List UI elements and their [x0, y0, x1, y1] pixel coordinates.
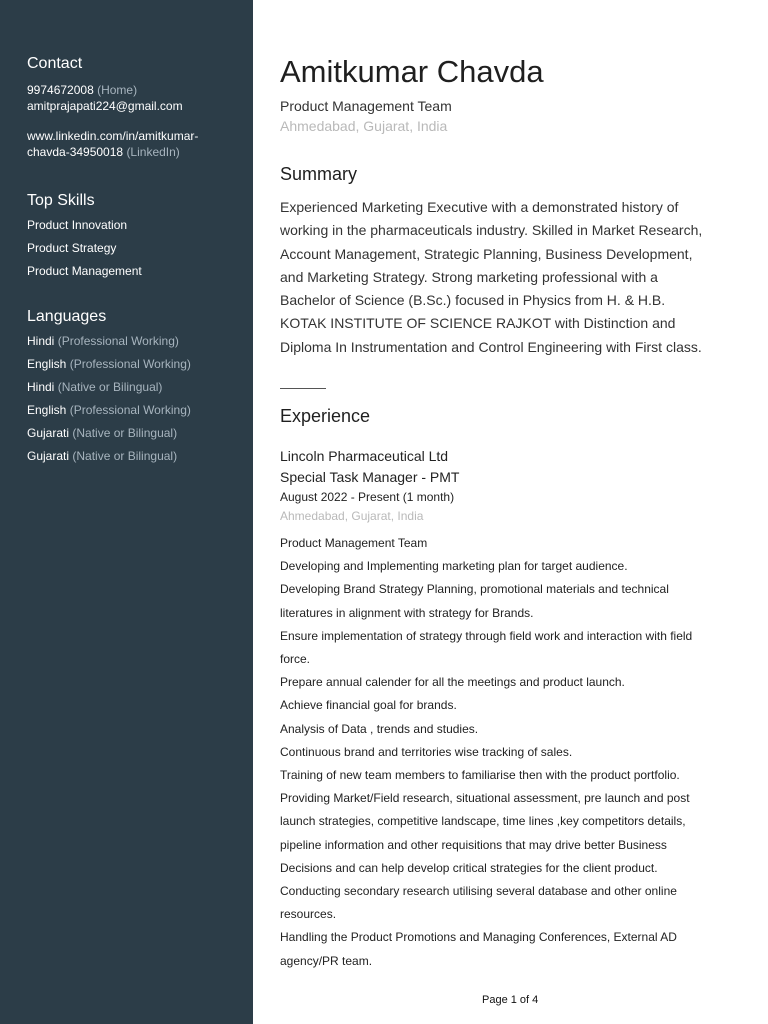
duty-line: Providing Market/Field research, situational assessment, pre launch and post: [280, 791, 690, 806]
language-name: Gujarati: [27, 449, 70, 463]
duty-line: Developing and Implementing marketing plan for target audience.: [280, 559, 628, 574]
summary-line: Account Management, Strategic Planning, Business Development,: [280, 245, 693, 262]
summary-line: Bachelor of Science (B.Sc.) focused in Physics from H. & H.B.: [280, 292, 666, 309]
duty-line: Prepare annual calender for all the meetings and product launch.: [280, 675, 625, 690]
linkedin-type: (LinkedIn): [126, 145, 180, 159]
linkedin-link-line1[interactable]: www.linkedin.com/in/amitkumar-: [27, 129, 199, 143]
page-number: Page 1 of 4: [482, 994, 539, 1006]
duty-line: agency/PR team.: [280, 953, 373, 968]
phone-line: [27, 82, 239, 98]
job-period: August 2022 - Present (1 month): [280, 490, 455, 504]
duty-line: literatures in alignment with strategy for Brands.: [280, 605, 534, 620]
skills-heading: Top Skills: [27, 192, 95, 209]
language-level: (Professional Working): [69, 357, 191, 371]
profile-headline: Product Management Team: [280, 98, 452, 114]
languages-heading: Languages: [27, 308, 107, 325]
duty-line: Analysis of Data , trends and studies.: [280, 721, 479, 736]
email-link[interactable]: amitprajapati224@gmail.com: [27, 99, 183, 113]
language-level: (Professional Working): [69, 403, 191, 417]
language-item: [27, 399, 239, 422]
duty-line: Conducting secondary research utilising several database and other online: [280, 884, 677, 899]
summary-line: KOTAK INSTITUTE OF SCIENCE RAJKOT with Distinction and: [280, 315, 676, 332]
language-item: [27, 353, 239, 376]
summary-heading: Summary: [280, 164, 358, 184]
language-item: [27, 445, 239, 468]
duty-line: pipeline information and other requisitions that may drive better Business: [280, 837, 667, 852]
skills-section: [27, 192, 239, 283]
skill-item: Product Innovation: [27, 218, 128, 232]
summary-line: and Marketing Strategy. Strong marketing professional with a: [280, 268, 658, 285]
language-item: [27, 330, 239, 353]
language-name: Hindi: [27, 380, 55, 394]
duty-line: Training of new team members to familiarise then with the product portfolio.: [280, 768, 680, 783]
duty-line: Ensure implementation of strategy through field work and interaction with field: [280, 628, 693, 643]
contact-heading: Contact: [27, 55, 83, 72]
language-name: Gujarati: [27, 426, 70, 440]
phone-type: (Home): [97, 83, 138, 97]
profile-location: Ahmedabad, Gujarat, India: [280, 118, 448, 134]
skill-item: Product Strategy: [27, 241, 117, 255]
sidebar: [0, 0, 253, 1024]
job-role: Special Task Manager - PMT: [280, 469, 460, 485]
contact-section: [27, 55, 239, 160]
duty-line: launch strategies, competitive landscape, time lines ,key competitors details,: [280, 814, 686, 829]
linkedin-line2: [27, 144, 239, 160]
language-level: (Native or Bilingual): [72, 426, 178, 440]
language-name: English: [27, 403, 67, 417]
duty-line: Decisions and can help develop critical strategies for the client product.: [280, 860, 658, 875]
language-name: Hindi: [27, 334, 55, 348]
summary-line: Diploma In Instrumentation and Control Engineering with First class.: [280, 338, 702, 355]
summary-text: [280, 196, 750, 359]
duty-line: Developing Brand Strategy Planning, promotional materials and technical: [280, 582, 669, 597]
language-item: [27, 376, 239, 399]
duty-line: Product Management Team: [280, 536, 428, 550]
duty-line: force.: [280, 652, 311, 667]
language-level: (Native or Bilingual): [72, 449, 178, 463]
profile-name: Amitkumar Chavda: [280, 54, 544, 89]
language-level: (Professional Working): [57, 334, 179, 348]
duty-line: Handling the Product Promotions and Managing Conferences, External AD: [280, 930, 677, 945]
duty-line: Continuous brand and territories wise tracking of sales.: [280, 744, 573, 759]
experience-heading: Experience: [280, 406, 371, 426]
phone-number[interactable]: 9974672008: [27, 83, 94, 97]
job-company: Lincoln Pharmaceutical Ltd: [280, 448, 449, 464]
languages-section: [27, 308, 239, 468]
language-level: (Native or Bilingual): [57, 380, 163, 394]
summary-line: Experienced Marketing Executive with a demonstrated history of: [280, 199, 679, 215]
duty-line: resources.: [280, 907, 337, 922]
duty-line: Achieve financial goal for brands.: [280, 698, 457, 713]
skill-item: Product Management: [27, 264, 142, 278]
job-duties: [280, 532, 745, 973]
language-item: [27, 422, 239, 445]
summary-line: working in the pharmaceuticals industry. Skilled in Market Research,: [280, 222, 703, 239]
job-location: Ahmedabad, Gujarat, India: [280, 509, 424, 523]
linkedin-link-line2[interactable]: chavda-34950018: [27, 145, 124, 159]
language-name: English: [27, 357, 67, 371]
section-divider: [280, 388, 326, 389]
